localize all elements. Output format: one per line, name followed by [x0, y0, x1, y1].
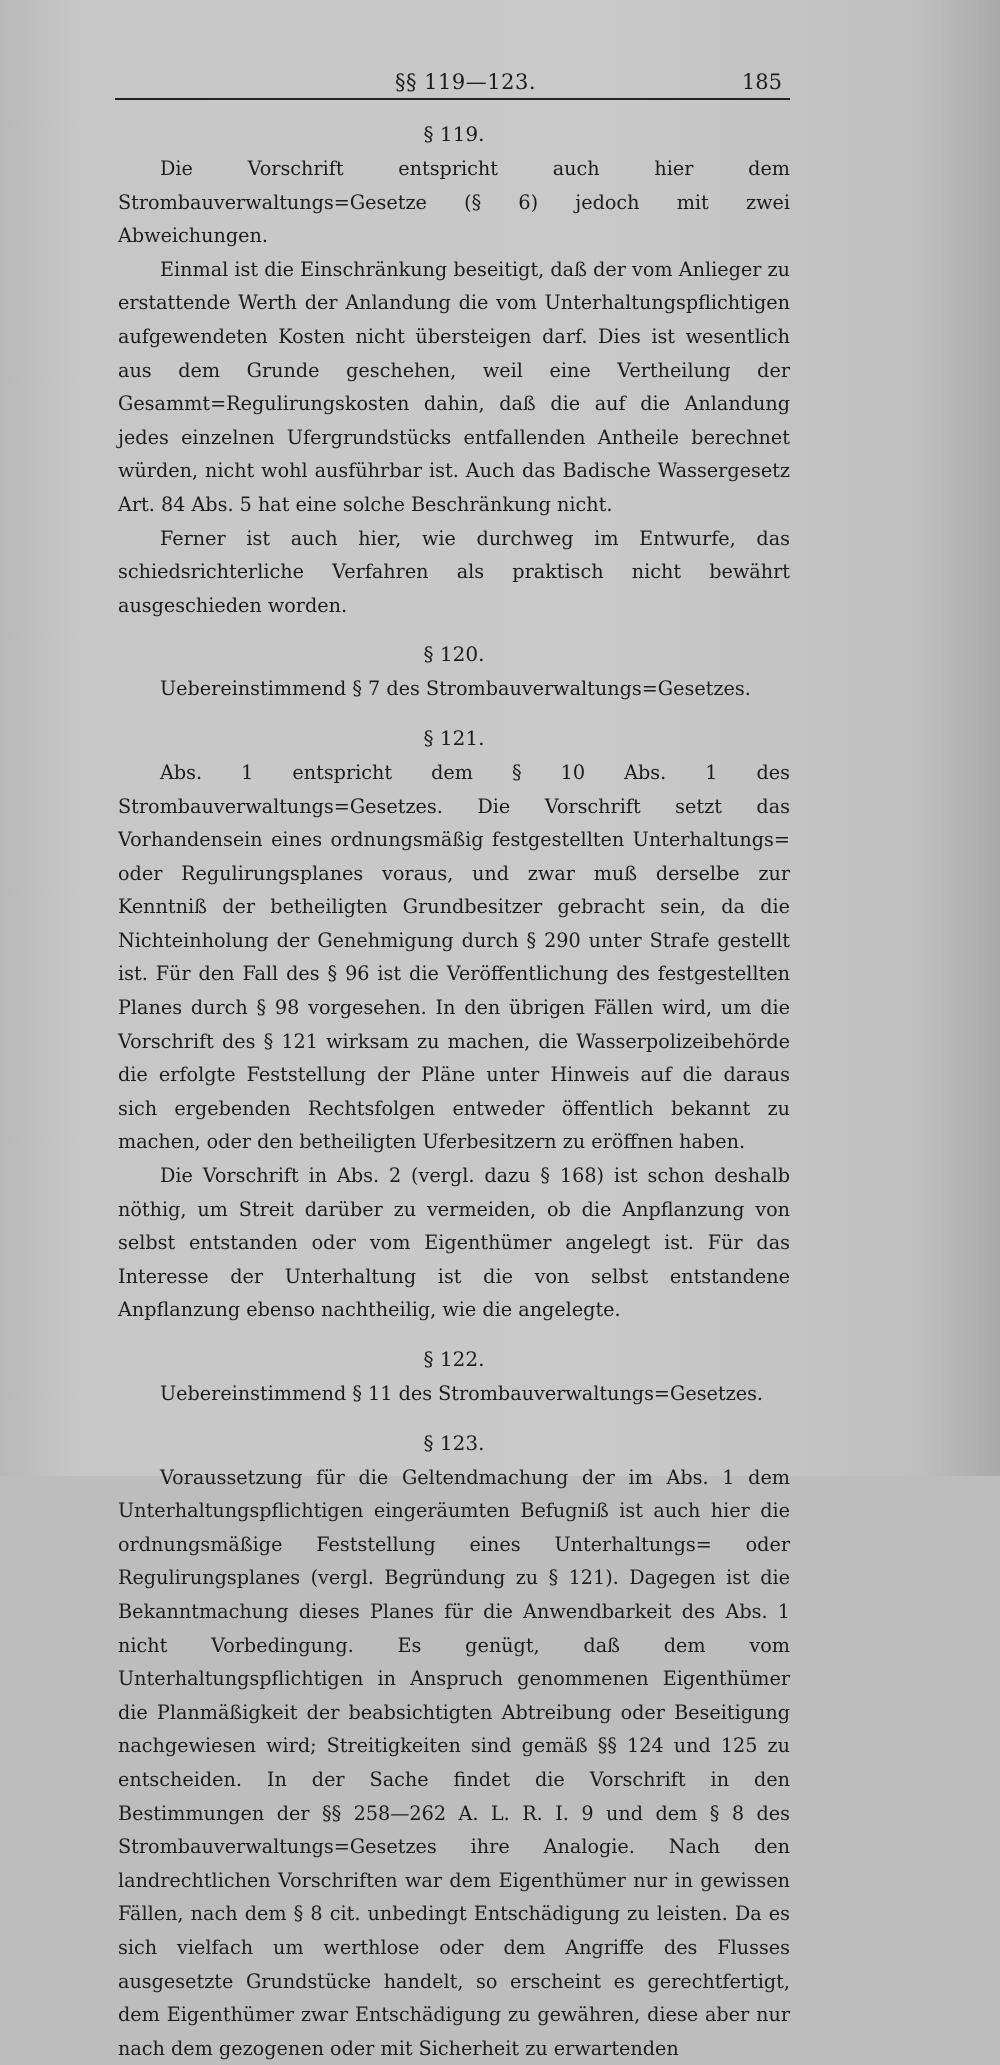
- paragraph: Abs. 1 entspricht dem § 10 Abs. 1 des Strombauverwaltungs=Gesetzes. Die Vorschrift setzt das Vorhandensein eines ordnungsmäßig festgestellten Unterhaltungs= oder Regulirungsplanes voraus, und zwar muß derselbe zur Kenntniß der betheiligten Grundbesitzer gebracht sein, da die Nichteinholung der Genehmigung durch § 290 unter Strafe gestellt ist. Für den Fall des § 96 ist die Veröffentlichung des festgestellten Planes durch § 98 vorgesehen. In den übrigen Fällen wird, um die Vorschrift des § 121 wirksam zu machen, die Wasserpolizeibehörde die erfolgte Feststellung der Pläne unter Hinweis auf die daraus sich ergebenden Rechtsfolgen entweder öffentlich bekannt zu machen, oder den betheiligten Uferbesitzern zu eröffnen haben.: [118, 760, 790, 1154]
- paragraph: Die Vorschrift entspricht auch hier dem Strombauverwaltungs=Gesetze (§ 6) jedoch mit zwei Abweichungen.: [118, 157, 790, 248]
- section-heading: § 121.: [423, 725, 485, 750]
- paragraph: Uebereinstimmend § 11 des Strombauverwaltungs=Gesetzes.: [160, 1382, 764, 1405]
- paragraph: Die Vorschrift in Abs. 2 (vergl. dazu § 168) ist schon deshalb nöthig, um Streit darüber zu vermeiden, ob die Anpflanzung von selbst entstanden oder vom Eigenthümer angelegt ist. Für das Interesse der Unterhaltung ist die von selbst entstandene Anpflanzung ebenso nachtheilig, wie die angelegte.: [118, 1164, 790, 1322]
- section-120: [118, 636, 790, 706]
- section-heading: § 120.: [423, 642, 485, 667]
- section-119: [118, 116, 790, 622]
- section-heading: § 123.: [423, 1430, 485, 1455]
- section-123: [118, 1425, 790, 2065]
- section-122: [118, 1341, 790, 1411]
- section-121: [118, 720, 790, 1327]
- paragraph: Ferner ist auch hier, wie durchweg im Entwurfe, das schiedsrichterliche Verfahren als praktisch nicht bewährt ausgeschieden worden.: [118, 526, 790, 617]
- paragraph: Einmal ist die Einschränkung beseitigt, daß der vom Anlieger zu erstattende Werth der Anlandung die vom Unterhaltungspflichtigen aufgewendeten Kosten nicht übersteigen darf. Dies ist wesentlich aus dem Grunde geschehen, weil eine Vertheilung der Gesammt=Regulirungskosten dahin, daß die auf die Anlandung jedes einzelnen Ufergrundstücks entfallenden Antheile berechnet würden, nicht wohl ausführbar ist. Auch das Badische Wassergesetz Art. 84 Abs. 5 hat eine solche Beschränkung nicht.: [118, 257, 790, 516]
- section-heading: § 122.: [423, 1347, 485, 1371]
- section-range: §§ 119—123.: [395, 70, 537, 94]
- section-heading: § 119.: [423, 122, 485, 146]
- paragraph: Voraussetzung für die Geltendmachung der im Abs. 1 dem Unterhaltungspflichtigen eingeräumten Befugniß ist auch hier die ordnungsmäßige Feststellung eines Unterhaltungs= oder Regulirungsplanes (vergl. Begründung zu § 121). Dagegen ist die Bekanntmachung dieses Planes für die Anwendbarkeit des Abs. 1 nicht Vorbedingung. Es genügt, daß dem vom Unterhaltungspflichtigen in Anspruch genommenen Eigenthümer die Planmäßigkeit der beabsichtigten Abtreibung oder Beseitigung nachgewiesen wird; Streitigkeiten sind gemäß §§ 124 und 125 zu entscheiden. In der Sache findet die Vorschrift in den Bestimmungen der §§ 258—262 A. L. R. I. 9 und dem § 8 des Strombauverwaltungs=Gesetzes ihre Analogie. Nach den landrechtlichen Vorschriften war dem Eigenthümer nur in gewissen Fällen, nach dem § 8 cit. unbedingt Entschädigung zu leisten. Da es sich vielfach um werthlose oder dem Angriffe des Flusses ausgesetzte Grundstücke handelt, so erscheint es gerechtfertigt, dem Eigenthümer zwar Entschädigung zu gewähren, diese aber nur nach dem gezogenen oder mit Sicherheit zu erwartenden: [118, 1465, 790, 2060]
- running-header: [115, 66, 790, 100]
- paragraph: Uebereinstimmend § 7 des Strombauverwaltungs=Gesetzes.: [160, 677, 751, 701]
- page-body: [118, 116, 790, 2065]
- page-number: 185: [741, 70, 782, 94]
